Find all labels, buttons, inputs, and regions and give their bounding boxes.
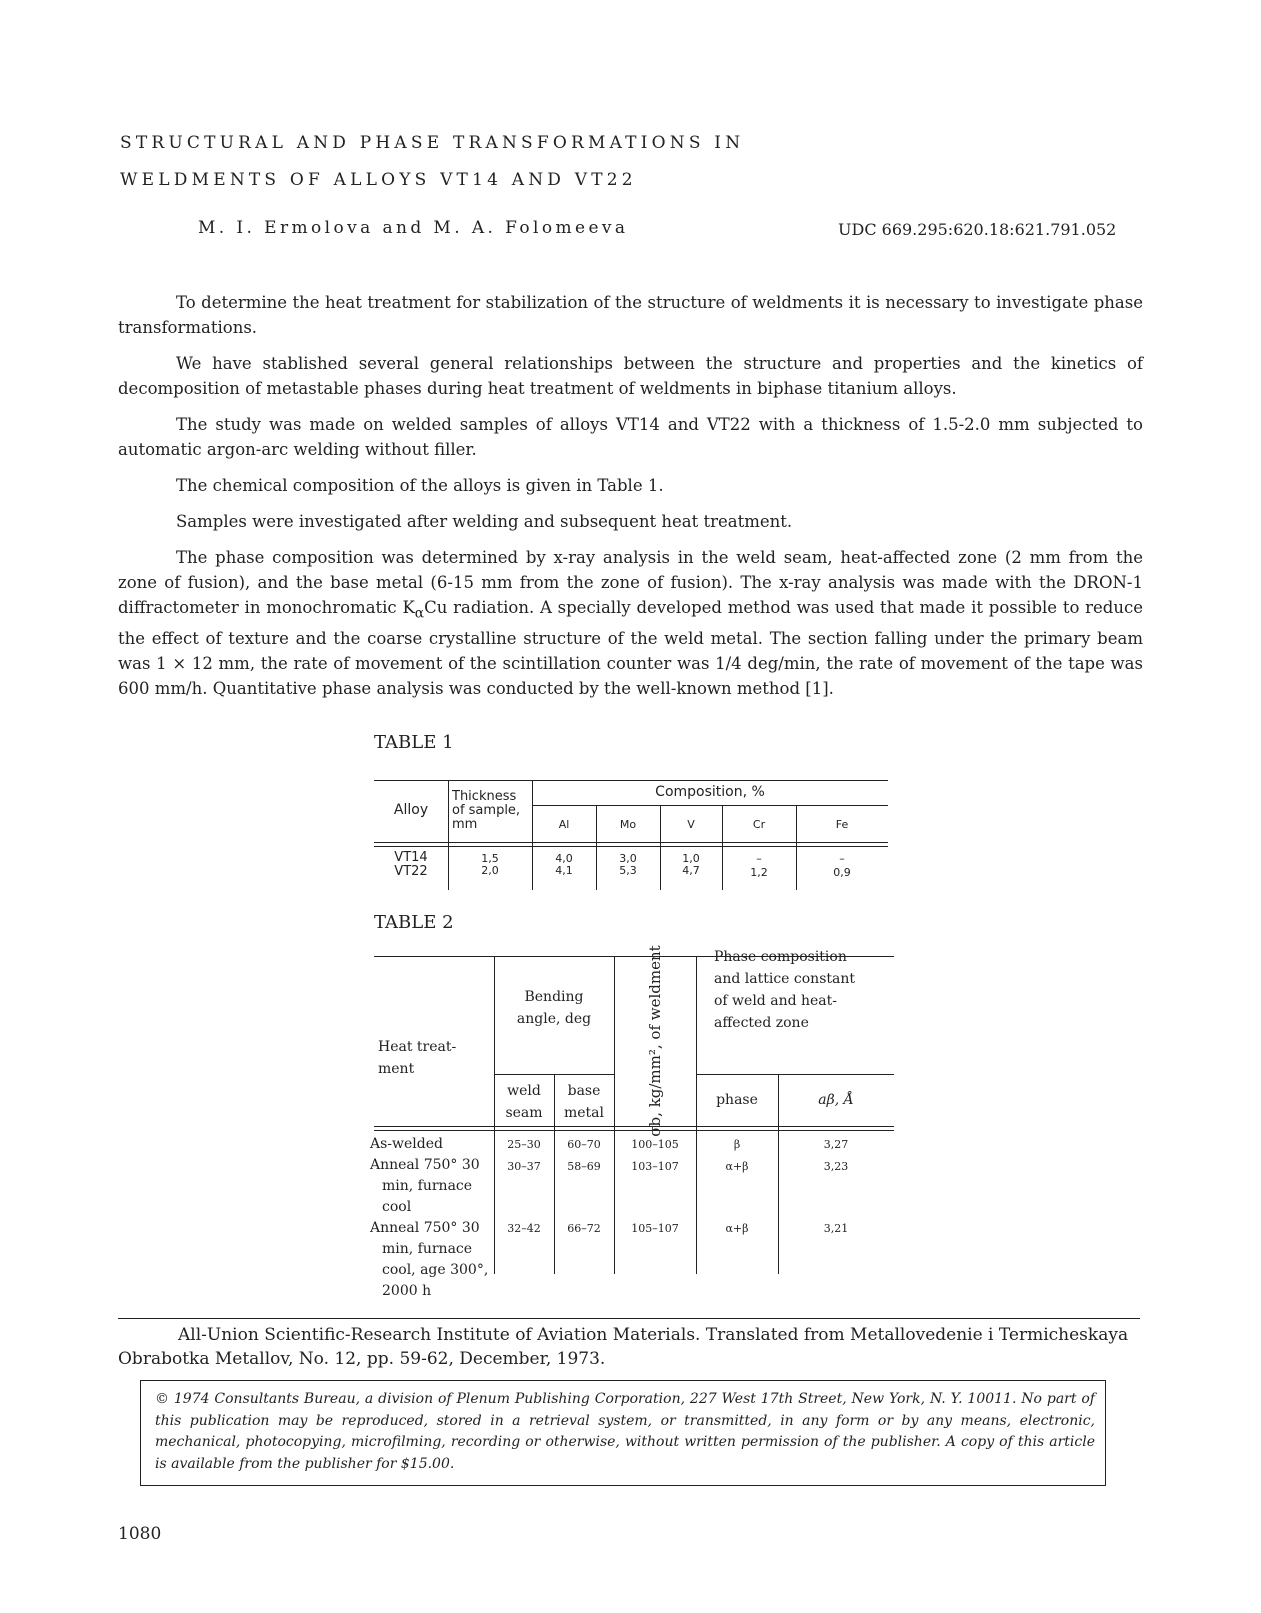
table1-rule bbox=[532, 805, 888, 806]
header-line: metal bbox=[563, 1105, 604, 1121]
paragraph-methods bbox=[118, 545, 1143, 701]
table2-cell-weld: 32–42 bbox=[507, 1222, 541, 1235]
table2-cell-base: 58–69 bbox=[567, 1160, 601, 1173]
table2-cell-base: 60–70 bbox=[567, 1138, 601, 1151]
body-text bbox=[118, 290, 1143, 712]
affiliation-note bbox=[118, 1323, 1140, 1371]
table2-cell-sigma: 103–107 bbox=[631, 1160, 679, 1173]
paragraph: Samples were investigated after welding and subsequent heat treatment. bbox=[176, 512, 793, 531]
table2-rule bbox=[374, 1130, 894, 1131]
table1-cell-al: 4,0 bbox=[555, 852, 573, 865]
table1-rule bbox=[374, 842, 888, 843]
table1-cell-fe: – bbox=[839, 852, 845, 865]
table2-cell-treatment bbox=[370, 1155, 480, 1218]
table1-header-cr: Cr bbox=[752, 818, 766, 831]
table2-cell-sigma: 105–107 bbox=[631, 1222, 679, 1235]
table2-rule bbox=[696, 1074, 894, 1075]
treatment-line: Anneal 750° 30 bbox=[370, 1220, 480, 1236]
table1-header-composition: Composition, % bbox=[655, 784, 765, 800]
table2-cell-lattice: 3,21 bbox=[823, 1222, 849, 1235]
header-line: Phase composition bbox=[714, 949, 847, 965]
copyright-box: © 1974 Consultants Bureau, a division of Plenum Publishing Corporation, 227 West 17th Street, New York, N. Y. 10011. No part of this publication may be reproduced, stored in a retrieval system, or transmitted, in any form or by any means, electronic, mechanical, photocopying, microfilming, recording or otherwise, without written permission of the publisher. A copy of this article is available from the publisher for $15.00. bbox=[140, 1380, 1106, 1486]
table1-cell-thickness: 1,5 bbox=[481, 852, 499, 865]
table2-header-heat-treatment bbox=[378, 1036, 456, 1080]
authors: M. I. Ermolova and M. A. Folomeeva bbox=[198, 218, 629, 238]
table2-cell-treatment bbox=[370, 1218, 488, 1302]
treatment-line: min, furnace bbox=[382, 1178, 473, 1194]
table1-header-alloy: Alloy bbox=[393, 802, 429, 818]
header-line: affected zone bbox=[714, 1015, 809, 1031]
table2-cell-phase: α+β bbox=[725, 1222, 749, 1235]
header-line: Thickness bbox=[452, 789, 517, 804]
table1-header-mo: Mo bbox=[619, 818, 637, 831]
header-line: base bbox=[567, 1083, 601, 1099]
paragraph: The study was made on welded samples of alloys VT14 and VT22 with a thickness of 1.5-2.0 mm subjected to automatic argon-arc welding without filler. bbox=[118, 415, 1143, 459]
paragraph: To determine the heat treatment for stabilization of the structure of weldments it is necessary to investigate phase transformations. bbox=[118, 293, 1143, 337]
table1-header-v: V bbox=[687, 818, 695, 831]
header-line: ment bbox=[378, 1061, 415, 1077]
table2 bbox=[370, 945, 894, 1299]
title-line-2: WELDMENTS OF ALLOYS VT14 AND VT22 bbox=[120, 170, 637, 190]
table1-rule bbox=[374, 780, 888, 781]
table2-header-lattice-constant: aβ, Å bbox=[818, 1092, 854, 1108]
header-line: of sample, bbox=[452, 803, 521, 818]
header-line: angle, deg bbox=[516, 1011, 592, 1027]
table2-cell-weld: 25–30 bbox=[507, 1138, 541, 1151]
header-line: weld bbox=[507, 1083, 541, 1099]
paragraph: The chemical composition of the alloys is given in Table 1. bbox=[176, 476, 664, 495]
table1 bbox=[374, 780, 888, 890]
table1-header-thickness bbox=[452, 790, 520, 832]
table2-cell-phase: α+β bbox=[725, 1160, 749, 1173]
table1-header-fe: Fe bbox=[835, 818, 849, 831]
treatment-line: 2000 h bbox=[382, 1283, 432, 1299]
title-line-1: STRUCTURAL AND PHASE TRANSFORMATIONS IN bbox=[120, 133, 745, 153]
treatment-line: cool, age 300°, bbox=[382, 1262, 489, 1278]
affiliation-text: All-Union Scientific-Research Institute of Aviation Materials. Translated from Metallovedenie i Termicheskaya Obrabotka Metallov, No. 12, pp. 59-62, December, 1973. bbox=[118, 1325, 1129, 1369]
table2-cell-sigma: 100–105 bbox=[631, 1138, 679, 1151]
header-line: mm bbox=[452, 817, 478, 832]
table1-cell-mo: 3,0 bbox=[619, 852, 637, 865]
table1-cell-cr: – bbox=[756, 852, 762, 865]
table2-header-tensile-strength: σb, kg/mm², of weldment bbox=[646, 945, 664, 1137]
table2-cell-weld: 30–37 bbox=[507, 1160, 541, 1173]
paragraph-part: The phase composition was determined by x-ray analysis in the weld seam, heat-affected zone (2 mm from the zone of fusion), and the base metal (6-15 mm from the zone of fusion). The x-ray analysis was made with the DRON-1 diffractometer in monochromatic K bbox=[118, 548, 1143, 617]
table1-caption: TABLE 1 bbox=[374, 732, 454, 753]
table2-cell-phase: β bbox=[733, 1138, 741, 1151]
table1-cell-alloy: VT14 bbox=[394, 850, 428, 865]
table1-cell-al: 4,1 bbox=[555, 864, 573, 877]
treatment-line: min, furnace bbox=[382, 1241, 473, 1257]
table2-cell-lattice: 3,23 bbox=[823, 1160, 849, 1173]
table2-cell-lattice: 3,27 bbox=[823, 1138, 849, 1151]
table1-cell-thickness: 2,0 bbox=[481, 864, 499, 877]
table1-cell-mo: 5,3 bbox=[619, 864, 637, 877]
table1-cell-v: 1,0 bbox=[682, 852, 700, 865]
header-line: Heat treat- bbox=[378, 1039, 457, 1055]
paragraph-part: Cu radiation. A specially developed method was used that made it possible to reduce the effect of texture and the coarse crystalline structure of the weld metal. The section falling under the primary beam was 1 × 12 mm, the rate of movement of the scintillation counter was 1/4 deg/min, the rate of movement of the tape was 600 mm/h. Quantitative phase analysis was conducted by the well-known method [1]. bbox=[118, 598, 1144, 699]
table2-caption: TABLE 2 bbox=[374, 912, 454, 933]
header-line: and lattice constant bbox=[714, 971, 855, 987]
udc-code: UDC 669.295:620.18:621.791.052 bbox=[838, 220, 1117, 239]
footer-divider bbox=[118, 1318, 1140, 1319]
treatment-line: Anneal 750° 30 bbox=[370, 1157, 480, 1173]
header-line: of weld and heat- bbox=[714, 993, 837, 1009]
table1-cell-alloy: VT22 bbox=[394, 864, 428, 879]
table2-header-weld-seam bbox=[494, 1080, 554, 1124]
treatment-line: cool bbox=[382, 1199, 412, 1215]
subscript-alpha: α bbox=[414, 605, 425, 622]
table2-cell-treatment: As-welded bbox=[370, 1136, 443, 1152]
table1-rule bbox=[374, 846, 888, 847]
table2-header-phase: phase bbox=[716, 1092, 758, 1108]
table2-rule bbox=[374, 1126, 894, 1127]
page-number: 1080 bbox=[118, 1524, 162, 1544]
table1-cell-fe: 0,9 bbox=[833, 866, 851, 879]
table1-cell-v: 4,7 bbox=[682, 864, 700, 877]
table2-header-bending-angle bbox=[494, 986, 614, 1030]
table1-header-al: Al bbox=[558, 818, 570, 831]
table1-cell-cr: 1,2 bbox=[750, 866, 768, 879]
table2-header-phase-composition bbox=[714, 946, 855, 1034]
header-line: Bending bbox=[524, 989, 584, 1005]
paragraph: We have stablished several general relationships between the structure and properties and the kinetics of decomposition of metastable phases during heat treatment of weldments in biphase titanium alloys. bbox=[118, 354, 1143, 398]
table2-header-base-metal bbox=[554, 1080, 614, 1124]
table2-cell-base: 66–72 bbox=[567, 1222, 601, 1235]
header-line: seam bbox=[505, 1105, 543, 1121]
